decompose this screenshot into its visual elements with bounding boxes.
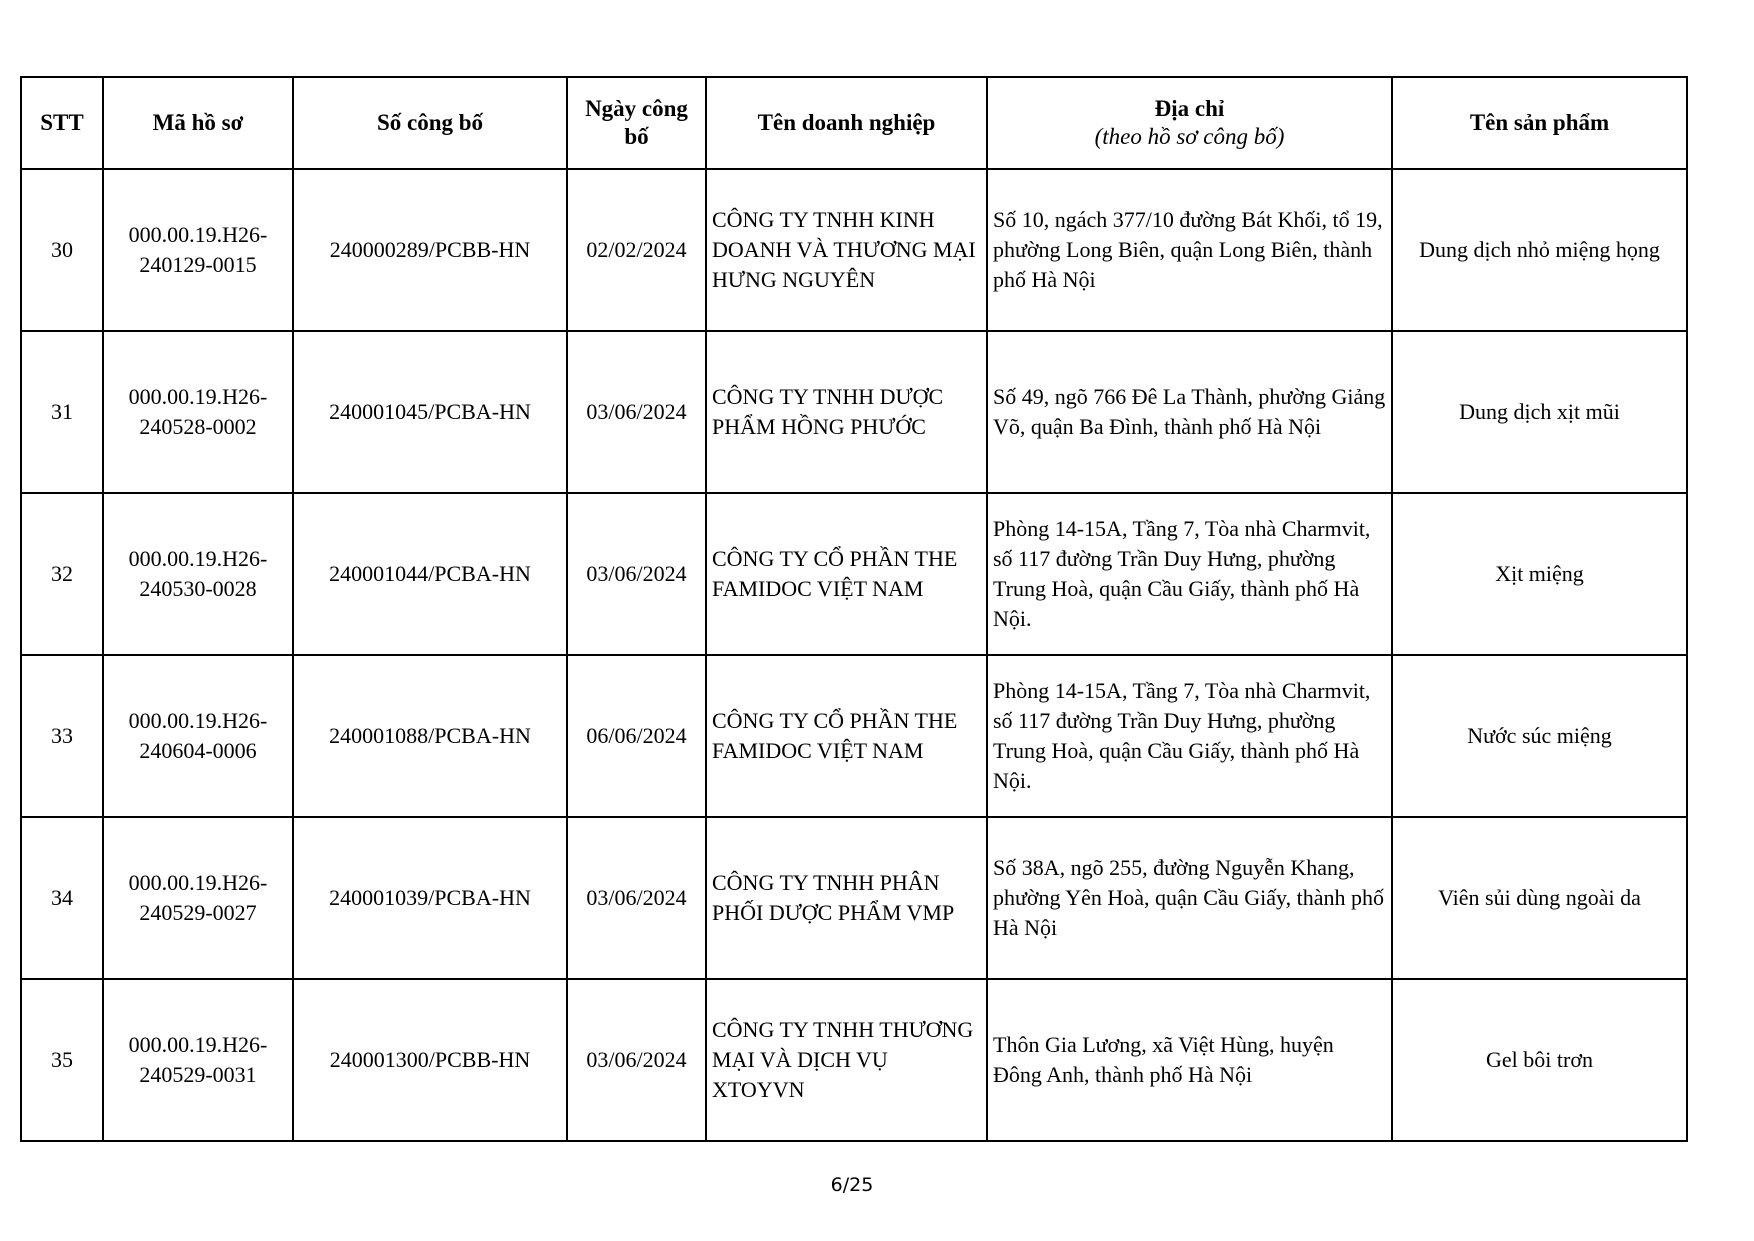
cell-ten-san-pham: Viên sủi dùng ngoài da <box>1392 817 1687 979</box>
header-dia-chi-label: Địa chỉ <box>1154 96 1225 121</box>
cell-ngay-cong-bo: 06/06/2024 <box>567 655 706 817</box>
table-row <box>21 331 1687 493</box>
cell-ten-san-pham: Gel bôi trơn <box>1392 979 1687 1141</box>
header-ngay-cong-bo: Ngày công bố <box>567 77 706 169</box>
product-declaration-table <box>20 76 1688 1142</box>
header-dia-chi <box>987 77 1392 169</box>
header-ten-doanh-nghiep: Tên doanh nghiệp <box>706 77 987 169</box>
cell-ngay-cong-bo: 02/02/2024 <box>567 169 706 331</box>
table-header-row <box>21 77 1687 169</box>
cell-ma-ho-so: 000.00.19.H26-240129-0015 <box>103 169 293 331</box>
table-row <box>21 817 1687 979</box>
cell-stt: 35 <box>21 979 103 1141</box>
cell-stt: 33 <box>21 655 103 817</box>
cell-dia-chi: Số 38A, ngõ 255, đường Nguyễn Khang, phường Yên Hoà, quận Cầu Giấy, thành phố Hà Nội <box>987 817 1392 979</box>
cell-so-cong-bo: 240001044/PCBA-HN <box>293 493 567 655</box>
table-row <box>21 493 1687 655</box>
header-ten-san-pham: Tên sản phẩm <box>1392 77 1687 169</box>
cell-stt: 31 <box>21 331 103 493</box>
cell-ngay-cong-bo: 03/06/2024 <box>567 493 706 655</box>
cell-dia-chi: Số 10, ngách 377/10 đường Bát Khối, tổ 19, phường Long Biên, quận Long Biên, thành phố Hà Nội <box>987 169 1392 331</box>
cell-ten-doanh-nghiep: CÔNG TY TNHH DƯỢC PHẨM HỒNG PHƯỚC <box>706 331 987 493</box>
cell-ten-san-pham: Dung dịch nhỏ miệng họng <box>1392 169 1687 331</box>
cell-ma-ho-so: 000.00.19.H26-240604-0006 <box>103 655 293 817</box>
cell-so-cong-bo: 240000289/PCBB-HN <box>293 169 567 331</box>
cell-stt: 32 <box>21 493 103 655</box>
cell-stt: 34 <box>21 817 103 979</box>
cell-ten-doanh-nghiep: CÔNG TY TNHH THƯƠNG MẠI VÀ DỊCH VỤ XTOYVN <box>706 979 987 1141</box>
cell-ma-ho-so: 000.00.19.H26-240530-0028 <box>103 493 293 655</box>
cell-ten-san-pham: Dung dịch xịt mũi <box>1392 331 1687 493</box>
cell-ma-ho-so: 000.00.19.H26-240529-0027 <box>103 817 293 979</box>
cell-dia-chi: Số 49, ngõ 766 Đê La Thành, phường Giảng Võ, quận Ba Đình, thành phố Hà Nội <box>987 331 1392 493</box>
header-so-cong-bo: Số công bố <box>293 77 567 169</box>
cell-so-cong-bo: 240001045/PCBA-HN <box>293 331 567 493</box>
cell-ten-san-pham: Nước súc miệng <box>1392 655 1687 817</box>
cell-so-cong-bo: 240001039/PCBA-HN <box>293 817 567 979</box>
table-row <box>21 979 1687 1141</box>
cell-dia-chi: Phòng 14-15A, Tầng 7, Tòa nhà Charmvit, số 117 đường Trần Duy Hưng, phường Trung Hoà, quận Cầu Giấy, thành phố Hà Nội. <box>987 493 1392 655</box>
cell-so-cong-bo: 240001300/PCBB-HN <box>293 979 567 1141</box>
cell-ma-ho-so: 000.00.19.H26-240529-0031 <box>103 979 293 1141</box>
page-number: 6/25 <box>830 1174 874 1196</box>
cell-ma-ho-so: 000.00.19.H26-240528-0002 <box>103 331 293 493</box>
cell-ngay-cong-bo: 03/06/2024 <box>567 817 706 979</box>
cell-ngay-cong-bo: 03/06/2024 <box>567 979 706 1141</box>
cell-ten-doanh-nghiep: CÔNG TY CỔ PHẦN THE FAMIDOC VIỆT NAM <box>706 655 987 817</box>
table-row <box>21 655 1687 817</box>
header-dia-chi-sub: (theo hồ sơ công bố) <box>1094 124 1285 149</box>
cell-so-cong-bo: 240001088/PCBA-HN <box>293 655 567 817</box>
cell-stt: 30 <box>21 169 103 331</box>
header-stt: STT <box>21 77 103 169</box>
cell-ngay-cong-bo: 03/06/2024 <box>567 331 706 493</box>
cell-dia-chi: Thôn Gia Lương, xã Việt Hùng, huyện Đông Anh, thành phố Hà Nội <box>987 979 1392 1141</box>
cell-ten-doanh-nghiep: CÔNG TY TNHH PHÂN PHỐI DƯỢC PHẨM VMP <box>706 817 987 979</box>
cell-ten-doanh-nghiep: CÔNG TY TNHH KINH DOANH VÀ THƯƠNG MẠI HƯNG NGUYÊN <box>706 169 987 331</box>
cell-ten-san-pham: Xịt miệng <box>1392 493 1687 655</box>
header-ma-ho-so: Mã hồ sơ <box>103 77 293 169</box>
cell-dia-chi: Phòng 14-15A, Tầng 7, Tòa nhà Charmvit, số 117 đường Trần Duy Hưng, phường Trung Hoà, quận Cầu Giấy, thành phố Hà Nội. <box>987 655 1392 817</box>
cell-ten-doanh-nghiep: CÔNG TY CỔ PHẦN THE FAMIDOC VIỆT NAM <box>706 493 987 655</box>
table-row <box>21 169 1687 331</box>
